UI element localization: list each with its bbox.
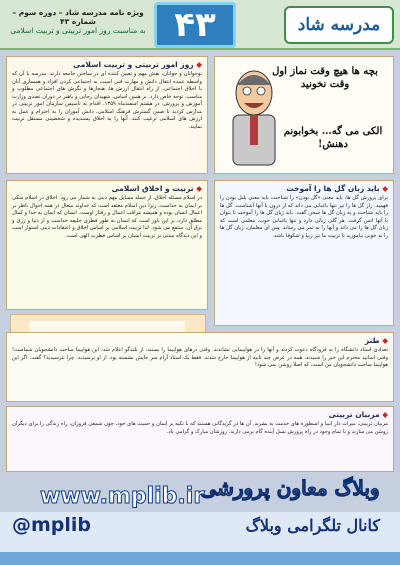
header-subtitle: ویژه نامه مدرسه شاد – دوره سوم – شماره ۴۳ [12, 8, 144, 26]
article-humor [6, 332, 394, 402]
article-language-of-flowers [214, 180, 394, 326]
masthead [284, 6, 394, 44]
issue-number-box [154, 2, 236, 48]
article-body: مربیان تربیتی، میراث دار انبیا و اسطوره های خدمت به بشرند. آن ها در گزیدگانی هستند که با تکیه بر ایمان و حمیت های خود، چون شمعی فروزان، راه زندگی را برای دیگران روشن می سازند و با تمام وجود در راه پرورش نسل آینده گام برمی دارند. روزشان مبارک و گرامی باد. [12, 421, 388, 435]
article-educational-affairs-day [6, 56, 208, 174]
cartoon-panel [214, 56, 394, 174]
weblog-name: وبلاگ معاون پرورشی [200, 476, 380, 500]
article-educators [6, 406, 394, 472]
telegram-channel-label: کانال تلگرامی وبلاگ [245, 516, 380, 535]
article-body: تعدادی استاد دانشگاه را به فرودگاه دعوت کردند و آنها را در هواپیمایی نشاندند. وقتی درهای هواپیما را بستند، از بلندگو اعلام شد: این هواپیما ساخت دانشجویان شماست! وقتی اساتید محترم این خبر را شنیدند، همه در عرض چند ثانیه از هواپیما خارج شدند. فقط یک استاد آرام سر جایش نشسته بود. از او پرسیدند: چرا نترسیدید؟ گفت: اگر این هواپیما ساخت دانشجویان من است، که اصلا روشن نمی شود! [12, 347, 388, 368]
title-bullet-icon: ◆ [193, 184, 202, 193]
article-body: نوجوانان و جوانان، نقش مهم و تعیین کننده ای در ساختن جامعه دارند. مدرسه با آن که واسطه عمده انتقال دانش و مهارت فنی است، به اجتماعی کردن افراد و همسازی آنان با اخلاق اجتماعی، از راه انتقال ارزش ها، هنجارها و نگرش های اجتماعی مطلوب و مناسب، توجه خاص دارد. بر همین اساس، شهیدان رجایی و باهنر در دوران تصدی وزارت آموزش و پرورش، در هشتم اسفندماه ۱۳۵۹، اقدام به تأسیس سازمان امور تربیتی در مدارس کردند تا ضمن گسترش فرهنگ اسلامی، دانش آموزان را به احترام و عمل به ارزش های اسلامی ترغیب کنند. آنها را به اخلاق پسندیده و شخصیتی مستقل تربیت نمایند. [12, 71, 202, 130]
article-title: تربیت و اخلاق اسلامی [111, 184, 194, 193]
issue-number: ۴۳ [174, 5, 216, 45]
telegram-handle[interactable]: @mplib [12, 514, 92, 536]
article-body: برای پرورش گل ها، باید معنی «گل بودن» را شناخت، باید معنی بلبل بودن را فهمید. راز گل ها را نیز تنها باغبانی می داند که از درون با آنها آشناست. گل ها را باید شناخت و به زبان گل ها سخن گفت. باید زبان گل ها را آموخت تا بتوان با آنها انس گرفت. هر گلی زبانی دارد و تنها باغبانی خوب، معلمی است که زبان گل ها را می داند و آنها را به ثمر می رساند. پس ای معلمان، زبان گل ها را به خوبی بیاموزید تا تربیت ما نیز زیبا و شکوفا باشد. [220, 195, 388, 239]
speech-bubble-top: بچه ها هیچ وقت نماز اول وقت نخونید [272, 66, 378, 90]
article-title: روز امور تربیتی و تربیت اسلامی [73, 60, 194, 69]
masthead-title: مدرسه شاد [297, 15, 381, 35]
speech-bubble-bottom: الکی می گه… بخوابونم دهنش! [283, 126, 383, 150]
article-body: در اسلام مسئله اخلاق، از جمله مسایل مهم دینی به شمار می رود. اخلاق در اسلام متکی بر ایمان به خداست، زیرا دین اسلام معتقد است که خداوند متعال در همه احوال ناظر بر اعمال انسان بوده و همیشه مراقب اعمال و رفتار اوست. انسان که ایمان به خدا و کمال مطلق دارد، بر این باور است که انسان به طور فطری خلیفه خداست و از دنیا و زرق و برق آن، منتفع می شود. لذا تربیت اسلامی بر اساس اخلاق و اعتقادات دینی استوار است و این دیدگاه مبتنی بر تربیت انسان بر اساس فطرت الهی است. [12, 195, 202, 239]
title-bullet-icon: ◆ [379, 184, 388, 193]
teacher-illustration [219, 65, 289, 169]
title-bullet-icon: ◆ [193, 60, 202, 69]
bottom-bar [0, 552, 400, 565]
article-title: باید زبان گل ها را آموخت [286, 184, 380, 193]
website-link[interactable]: www.mplib.ir [40, 484, 205, 509]
article-title: مربیان تربیتی [328, 410, 380, 419]
article-islamic-ethics [6, 180, 208, 310]
title-bullet-icon: ◆ [379, 410, 388, 419]
article-title: طنز [364, 336, 380, 345]
title-bullet-icon: ◆ [379, 336, 388, 345]
header [0, 0, 400, 50]
header-occasion: به مناسبت روز امور تربیتی و تربیت اسلامی [10, 26, 146, 35]
